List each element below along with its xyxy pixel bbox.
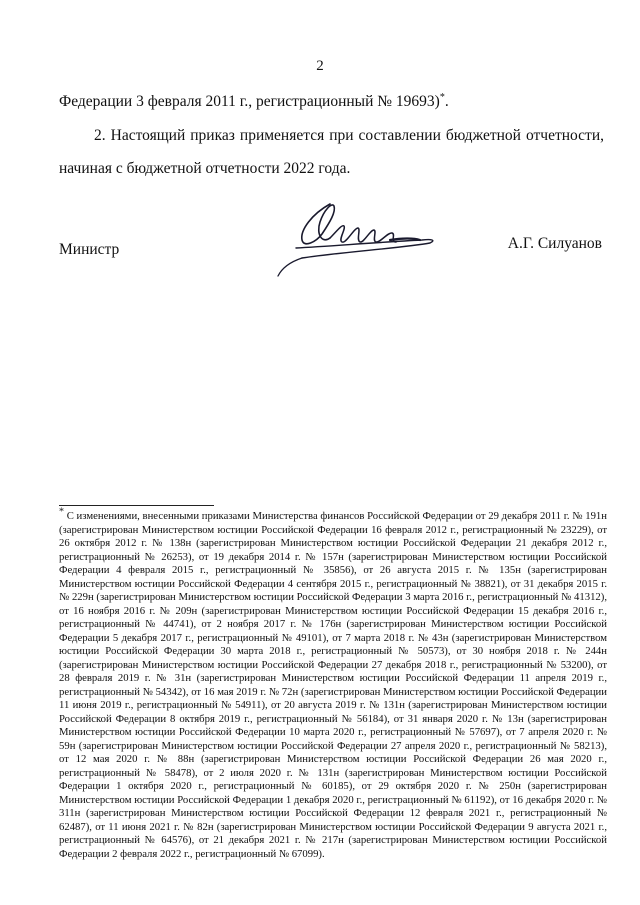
signatory-title: Министр — [59, 241, 120, 258]
paragraph-continuation — [59, 92, 604, 112]
page-number: 2 — [316, 58, 324, 74]
footnote-separator — [59, 505, 214, 506]
footnote-mark: * — [59, 506, 64, 518]
paragraph-continuation-end: . — [444, 93, 449, 110]
paragraph-continuation-text: Федерации 3 февраля 2011 г., регистрационный № 19693) — [59, 93, 440, 110]
signatory-name: А.Г. Силуанов — [507, 235, 602, 252]
paragraph-application-clause: 2. Настоящий приказ применяется при составлении бюджетной отчетности, начиная с бюджетной отчетности 2022 года. — [59, 127, 604, 177]
footnote — [59, 506, 607, 861]
footnote-text: С изменениями, внесенными приказами Министерства финансов Российской Федерации от 29 декабря 2011 г. № 191н (зарегистрирован Министерством юстиции Российской Федерации 16 февраля 2012 г., регистрационный № 23229), от 26 октября 2012 г. № 138н (зарегистрирован Министерством юстиции Российской Федерации 21 декабря 2012 г., регистрационный № 26253), от 19 декабря 2014 г. № 157н (зарегистрирован Министерством юстиции Российской Федерации 4 февраля 2015 г., регистрационный № 35856), от 26 августа 2015 г. № 135н (зарегистрирован Министерством юстиции Российской Федерации 4 сентября 2015 г., регистрационный № 38821), от 31 декабря 2015 г. № 229н (зарегистрирован Министерством юстиции Российской Федерации 3 марта 2016 г., регистрационный № 41312), от 16 ноября 2016 г. № 209н (зарегистрирован Министерством юстиции Российской Федерации 15 декабря 2016 г., регистрационный № 44741), от 2 ноября 2017 г. № 176н (зарегистрирован Министерством юстиции Российской Федерации 5 декабря 2017 г., регистрационный № 49101), от 7 марта 2018 г. № 43н (зарегистрирован Министерством юстиции Российской Федерации 30 марта 2018 г., регистрационный № 50573), от 30 ноября 2018 г. № 244н (зарегистрирован Министерством юстиции Российской Федерации 27 декабря 2018 г., регистрационный № 53200), от 28 февраля 2019 г. № 31н (зарегистрирован Министерством юстиции Российской Федерации 11 апреля 2019 г., регистрационный № 54342), от 16 мая 2019 г. № 72н (зарегистрирован Министерством юстиции Российской Федерации 11 июня 2019 г., регистрационный № 54911), от 20 августа 2019 г. № 131н (зарегистрирован Министерством юстиции Российской Федерации 8 октября 2019 г., регистрационный № 56184), от 31 января 2020 г. № 13н (зарегистрирован Министерством юстиции Российской Федерации 10 марта 2020 г., регистрационный № 57697), от 7 апреля 2020 г. № 59н (зарегистрирован Министерством юстиции Российской Федерации 27 апреля 2020 г., регистрационный № 58213), от 12 мая 2020 г. № 88н (зарегистрирован Министерством юстиции Российской Федерации 26 мая 2020 г., регистрационный № 58478), от 2 июля 2020 г. № 131н (зарегистрирован Министерством юстиции Российской Федерации 1 октября 2020 г., регистрационный № 60185), от 29 октября 2020 г. № 250н (зарегистрирован Министерством юстиции Российской Федерации 1 декабря 2020 г., регистрационный № 61192), от 16 декабря 2020 г. № 311н (зарегистрирован Министерством юстиции Российской Федерации 12 февраля 2021 г., регистрационный № 62487), от 11 июня 2021 г. № 82н (зарегистрирован Министерством юстиции Российской Федерации 9 августа 2021 г., регистрационный № 64576), от 21 декабря 2021 г. № 217н (зарегистрирован Министерством юстиции Российской Федерации 2 февраля 2022 г., регистрационный № 67099). — [59, 510, 607, 860]
footnote-reference: * — [439, 91, 445, 103]
handwritten-signature — [272, 196, 447, 281]
